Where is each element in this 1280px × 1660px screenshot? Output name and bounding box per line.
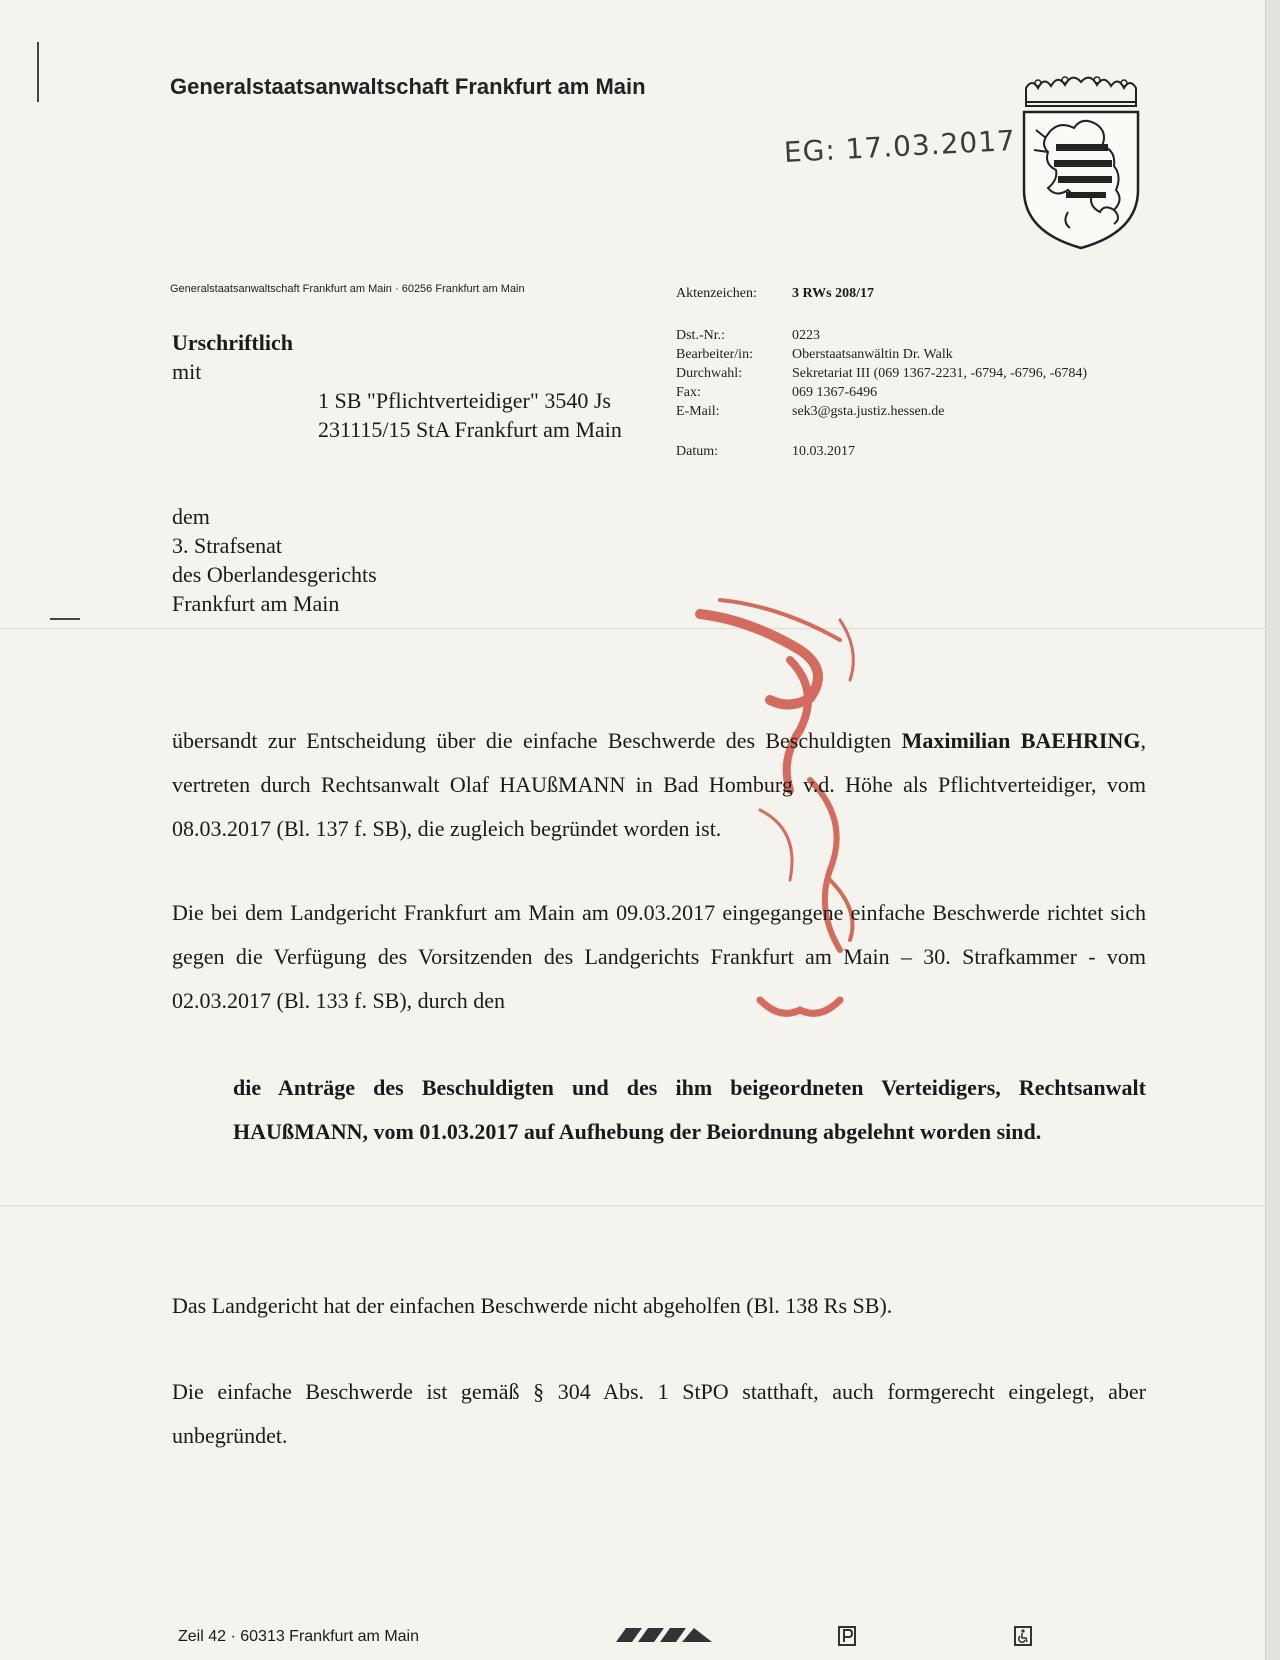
accused-name: Maximilian BAEHRING (901, 728, 1141, 753)
datum-value: 10.03.2017 (792, 444, 855, 459)
info-email-value: sek3@gsta.justiz.hessen.de (792, 404, 945, 419)
mit-label: mit (172, 359, 202, 384)
paragraph-transmittal (172, 719, 1146, 851)
footer-address: Zeil 42 · 60313 Frankfurt am Main (178, 1628, 419, 1645)
handwritten-receipt-note: EG: 17.03.2017 (783, 123, 1017, 169)
recipient-line: dem (172, 504, 210, 529)
paragraph-admissibility: Die einfache Beschwerde ist gemäß § 304 Abs. 1 StPO statthaft, auch formgerecht eingelegt, aber unbegründet. (172, 1379, 1146, 1448)
quoted-decision: die Anträge des Beschuldigten und des ihm beigeordneten Verteidigers, Rechtsanwalt HAUßMANN, vom 01.03.2017 auf Aufhebung der Beiordnung abgelehnt worden sind. (233, 1075, 1146, 1144)
info-label: Fax: (676, 385, 701, 400)
paragraph-text: , vertreten durch Rechtsanwalt Olaf HAUßMANN in Bad Homburg v.d. Höhe als Pflichtverteidiger, vom 08.03.2017 (Bl. 137 f. SB), die zugleich begründet worden ist. (172, 728, 1146, 841)
fold-line (0, 1205, 1266, 1207)
info-value: 0223 (792, 328, 820, 343)
wheelchair-accessible-icon (1014, 1626, 1032, 1646)
enclosure-reference: 1 SB "Pflichtverteidiger" 3540 Js 231115/15 StA Frankfurt am Main (318, 388, 622, 442)
recipient-line: Frankfurt am Main (172, 591, 340, 616)
info-label: Dst.-Nr.: (676, 328, 725, 343)
fold-line (0, 628, 1266, 630)
paper-edge (1265, 0, 1280, 1660)
info-value: Oberstaatsanwältin Dr. Walk (792, 347, 953, 362)
recipient-line: 3. Strafsenat (172, 533, 282, 558)
info-label: Durchwahl: (676, 366, 743, 381)
margin-mark (50, 618, 80, 620)
authority-name: Generalstaatsanwaltschaft Frankfurt am Main (170, 74, 646, 99)
sender-return-address: Generalstaatsanwaltschaft Frankfurt am Main · 60256 Frankfurt am Main (170, 283, 525, 295)
aktenzeichen-value: 3 RWs 208/17 (792, 286, 874, 301)
hesse-coat-of-arms-icon (1018, 72, 1144, 250)
parking-icon (838, 1626, 856, 1646)
info-label: E-Mail: (676, 404, 720, 419)
datum-label: Datum: (676, 444, 718, 459)
info-label: Bearbeiter/in: (676, 347, 753, 362)
rmv-transit-logo-icon (612, 1626, 716, 1644)
paragraph-text: übersandt zur Entscheidung über die einfache Beschwerde des Beschuldigten (172, 728, 902, 753)
paragraph-complaint: Die bei dem Landgericht Frankfurt am Main am 09.03.2017 eingegangene einfache Beschwerde richtet sich gegen die Verfügung des Vorsitzenden des Landgerichts Frankfurt am Main – 30. Strafkammer - vom 02.03.2017 (Bl. 133 f. SB), durch den (172, 900, 1146, 1013)
info-value: 069 1367-6496 (792, 385, 878, 400)
info-value: Sekretariat III (069 1367-2231, -6794, -6796, -6784) (792, 366, 1088, 381)
paragraph-no-remedy: Das Landgericht hat der einfachen Beschwerde nicht abgeholfen (Bl. 138 Rs SB). (172, 1293, 893, 1318)
urschriftlich-label: Urschriftlich (172, 330, 293, 355)
recipient-line: des Oberlandesgerichts (172, 562, 377, 587)
margin-mark (37, 42, 39, 102)
aktenzeichen-label: Aktenzeichen: (676, 286, 757, 301)
